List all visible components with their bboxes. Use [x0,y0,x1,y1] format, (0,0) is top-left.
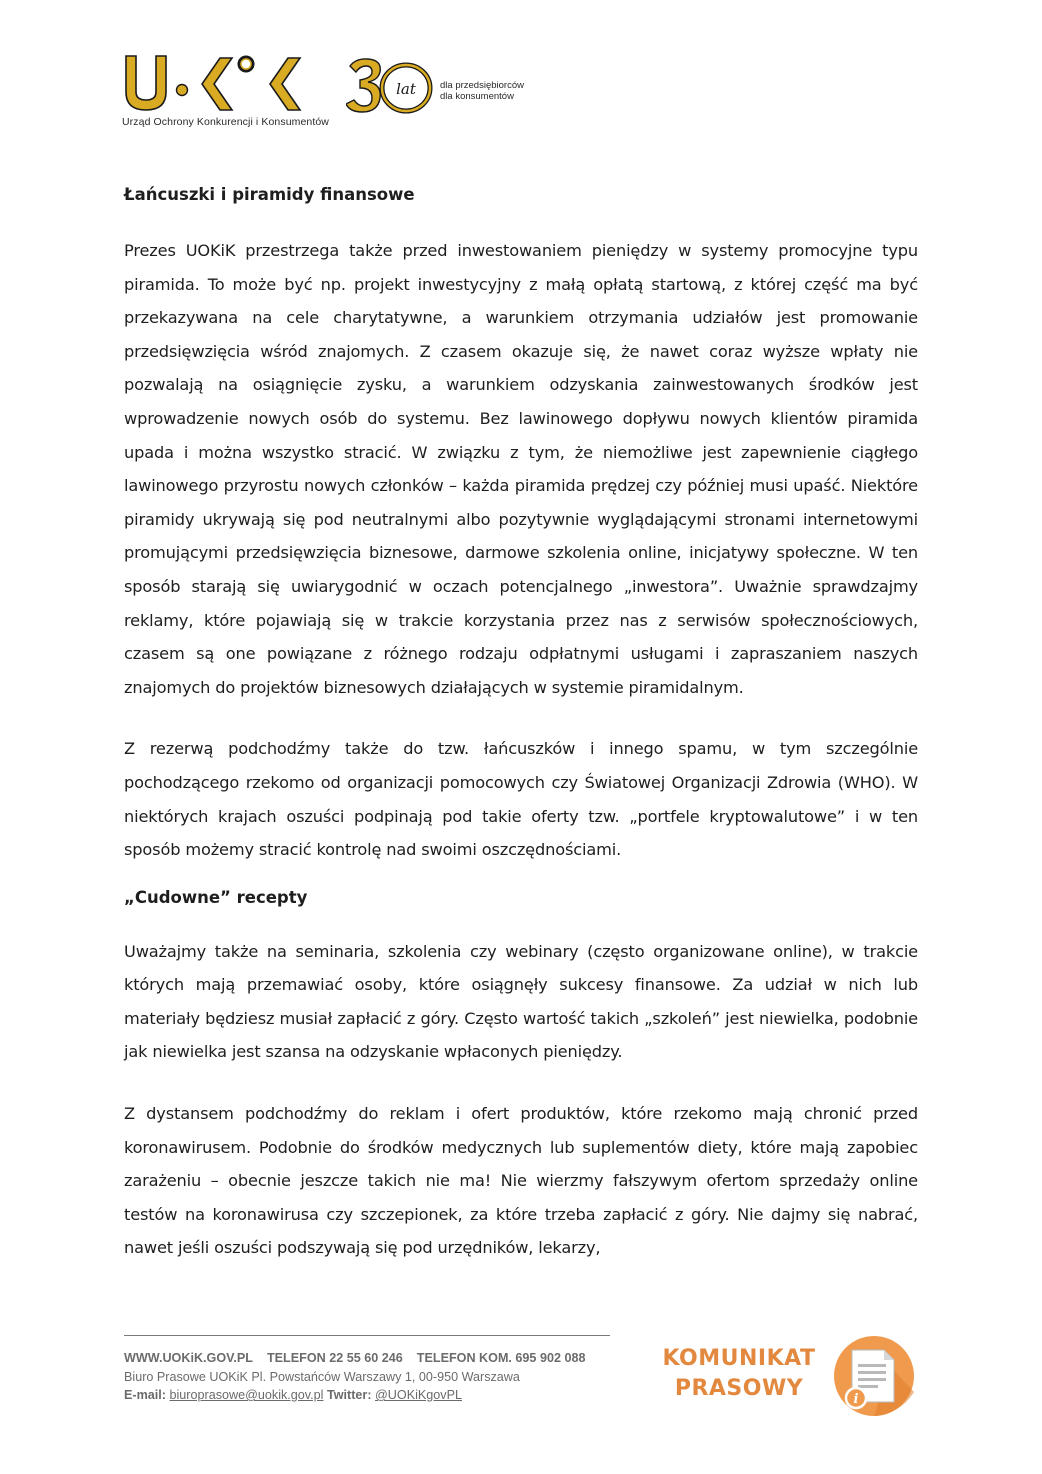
twitter-label: Twitter: [326,1388,372,1402]
email-link[interactable]: biuroprasowe@uokik.gov.pl [169,1388,324,1402]
badge-label [654,1344,824,1404]
uokik-logo [120,52,570,132]
twitter-link[interactable]: @UOKiKgovPL [375,1388,462,1402]
footer-website[interactable]: WWW.UOKiK.GOV.PL [124,1351,253,1365]
footer-divider [124,1335,610,1336]
tagline-line-2: dla konsumentów [440,91,514,102]
paragraph-coronavirus-offers: Z dystansem podchodźmy do reklam i ofert produktów, które rzekomo mają chronić przed koronawirusem. Podobnie do środków medycznych lub suplementów diety, które mają zapobiec zarażeniu – obecnie jeszcze takich nie ma! Nie wierzmy fałszywym ofertom sprzedaży online testów na koronawirusa czy szczepionek, za które trzeba zapłacić z góry. Nie dajmy się nabrać, nawet jeśli oszuści podszywają się pod urzędników, lekarzy, [124,1104,918,1258]
footer-mobile: TELEFON KOM. 695 902 088 [416,1351,586,1365]
section-heading-miracle-recipes: „Cudowne” recepty [124,887,308,907]
badge-line-2: PRASOWY [674,1376,804,1401]
anniversary-tagline [440,80,524,102]
uokik-logo-mark-icon [120,52,330,114]
email-label: E-mail: [124,1388,166,1402]
section-heading-pyramids: Łańcuszki i piramidy finansowe [124,185,415,204]
footer-address: Biuro Prasowe UOKiK Pl. Powstańców Warszawy 1, 00-950 Warszawa [124,1369,520,1384]
footer-contact-line [124,1349,599,1368]
tagline-line-1: dla przedsiębiorców [440,80,524,91]
svg-text:i: i [853,1392,859,1407]
footer-phone: TELEFON 22 55 60 246 [266,1351,403,1365]
badge-line-1: KOMUNIKAT [662,1346,816,1371]
paragraph-pyramids: Prezes UOKiK przestrzega także przed inwestowaniem pieniędzy w systemy promocyjne typu piramida. To może być np. projekt inwestycyjny z małą opłatą startową, z której część ma być przekazywana na cele charytatywne, a warunkiem otrzymania udziałów jest promowanie przedsięwzięcia wśród znajomych. Z czasem okazuje się, że nawet coraz wyższe wpłaty nie pozwalają na osiągnięcie zysku, a warunkiem odzyskania zainwestowanych środków jest wprowadzenie nowych osób do systemu. Bez lawinowego dopływu nowych klientów piramida upada i można wszystko stracić. W związku z tym, że niemożliwe jest zapewnienie ciągłego lawinowego przyrostu nowych członków – każda piramida prędzej czy później musi upaść. Niektóre piramidy ukrywają się pod neutralnymi albo pozytywnie wyglądającymi stronami internetowymi promującymi przedsięwzięcia biznesowe, darmowe szkolenia online, inicjatywy społeczne. W ten sposób starają się uwiarygodnić w oczach potencjalnego „inwestora”. Uważnie sprawdzajmy reklamy, które pojawiają się w trakcie korzystania przez nas z serwisów społecznościowych, czasem są one powiązane z różnego rodzaju odpłatnymi usługami i zapraszaniem naszych znajomych do projektów biznesowych działających w systemie piramidalnym. [124,241,918,697]
paragraph-chain-letters: Z rezerwą podchodźmy także do tzw. łańcuszków i innego spamu, w tym szczególnie pochodzącego rzekomo od organizacji pomocowych czy Światowej Organizacji Zdrowia (WHO). W niektórych krajach oszuści podpinają pod takie oferty tzw. „portfele kryptowalutowe” i w ten sposób możemy stracić kontrolę nad swoimi oszczędnościami. [124,739,918,860]
paragraph-seminars: Uważajmy także na seminaria, szkolenia czy webinary (często organizowane online), w trakcie których mają przemawiać osoby, które osiągnęły sukcesy finansowe. Za udział w nich lub materiały będziesz musiał zapłacić z góry. Często wartość takich „szkoleń” jest niewielka, podobnie jak niewielka jest szansa na odzyskanie wpłaconych pieniędzy. [124,941,918,1062]
30-years-emblem-icon [346,56,436,116]
footer-contact [124,1349,599,1405]
logo-caption: Urząd Ochrony Konkurencji i Konsumentów [122,116,329,128]
article-body [124,184,918,1265]
footer-email-twitter [124,1386,599,1405]
anniversary-word: lat [396,80,416,98]
press-release-badge [654,1336,920,1420]
press-release-document-icon [830,1336,920,1422]
